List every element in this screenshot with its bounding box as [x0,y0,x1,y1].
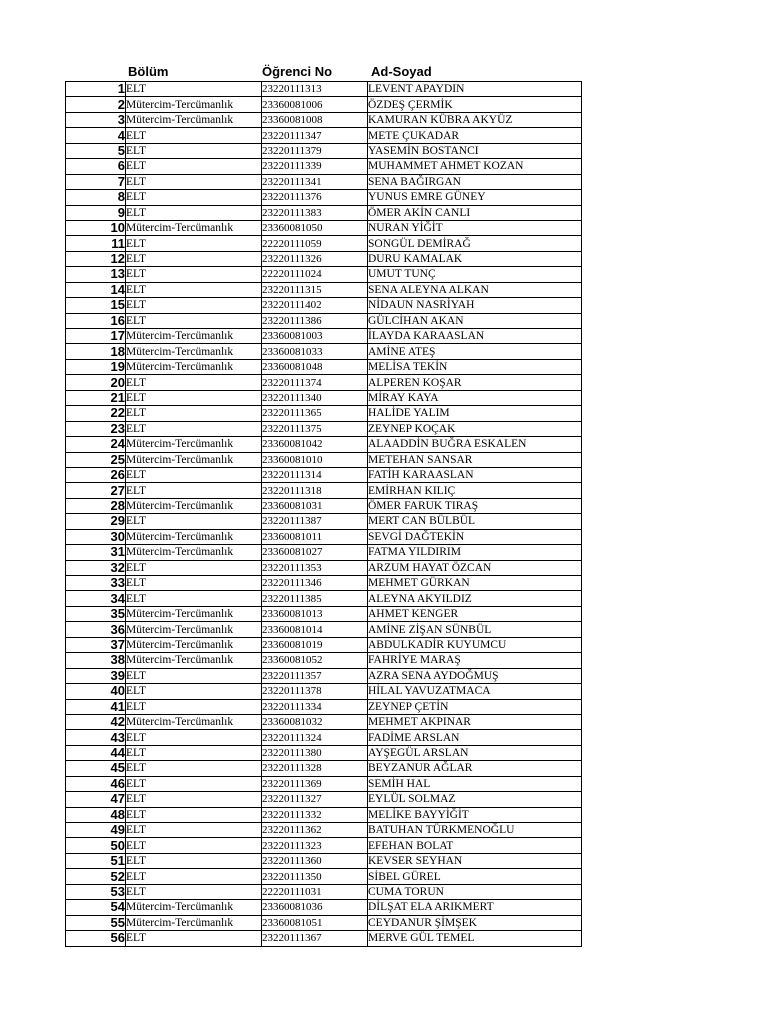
department-cell: ELT [126,869,262,884]
student-number-cell: 23220111347 [262,128,368,143]
student-number-cell: 23360081013 [262,606,368,621]
row-number: 39 [66,668,126,683]
student-name-cell: MİRAY KAYA [368,390,582,405]
student-number-cell: 23360081003 [262,329,368,344]
row-number: 4 [66,128,126,143]
student-number-cell: 23220111328 [262,761,368,776]
student-name-cell: MEHMET GÜRKAN [368,576,582,591]
department-cell: Mütercim-Tercümanlık [126,498,262,513]
student-name-cell: FATMA YILDIRIM [368,545,582,560]
table-row [66,483,582,498]
student-name-cell: AMİNE ZİŞAN SÜNBÜL [368,622,582,637]
row-number: 35 [66,606,126,621]
table-row [66,82,582,97]
student-number-cell: 23220111376 [262,190,368,205]
table-row [66,606,582,621]
department-cell: ELT [126,159,262,174]
student-number-cell: 23220111385 [262,591,368,606]
student-name-cell: AZRA SENA AYDOĞMUŞ [368,668,582,683]
row-number: 1 [66,82,126,97]
department-cell: Mütercim-Tercümanlık [126,437,262,452]
department-cell: Mütercim-Tercümanlık [126,545,262,560]
table-row [66,251,582,266]
student-number-cell: 23220111367 [262,931,368,946]
student-number-cell: 23220111365 [262,406,368,421]
table-row [66,344,582,359]
row-number: 46 [66,776,126,791]
row-number: 49 [66,823,126,838]
student-name-cell: SENA ALEYNA ALKAN [368,282,582,297]
student-number-cell: 23360081008 [262,112,368,127]
table-row [66,313,582,328]
department-cell: ELT [126,174,262,189]
table-row [66,823,582,838]
student-name-cell: BEYZANUR AĞLAR [368,761,582,776]
table-row [66,97,582,112]
student-number-cell: 22220111024 [262,267,368,282]
table-row [66,159,582,174]
table-row [66,174,582,189]
student-number-cell: 23360081048 [262,359,368,374]
department-cell: ELT [126,853,262,868]
student-number-cell: 23220111327 [262,792,368,807]
department-cell: ELT [126,236,262,251]
row-number: 7 [66,174,126,189]
row-number: 17 [66,329,126,344]
department-cell: ELT [126,560,262,575]
department-cell: ELT [126,730,262,745]
student-number-cell: 23360081031 [262,498,368,513]
student-name-cell: NİDAUN NASRİYAH [368,298,582,313]
row-number: 19 [66,359,126,374]
table-row [66,112,582,127]
student-number-cell: 23220111350 [262,869,368,884]
student-name-cell: CEYDANUR ŞİMŞEK [368,915,582,930]
table-row [66,591,582,606]
row-number: 9 [66,205,126,220]
student-number-cell: 23220111315 [262,282,368,297]
student-name-cell: ALAADDİN BUĞRA ESKALEN [368,437,582,452]
student-name-cell: MELİSA TEKİN [368,359,582,374]
table-row [66,668,582,683]
student-name-cell: AYŞEGÜL ARSLAN [368,745,582,760]
table-row [66,730,582,745]
row-number: 16 [66,313,126,328]
department-cell: ELT [126,823,262,838]
row-number: 42 [66,714,126,729]
table-row [66,359,582,374]
row-number: 5 [66,143,126,158]
student-number-cell: 23220111346 [262,576,368,591]
department-cell: ELT [126,421,262,436]
department-cell: ELT [126,251,262,266]
department-cell: ELT [126,82,262,97]
department-cell: Mütercim-Tercümanlık [126,359,262,374]
department-cell: Mütercim-Tercümanlık [126,529,262,544]
department-cell: ELT [126,313,262,328]
row-number: 36 [66,622,126,637]
row-number: 25 [66,452,126,467]
row-number: 53 [66,884,126,899]
department-cell: ELT [126,776,262,791]
row-number: 56 [66,931,126,946]
student-name-cell: ABDULKADİR KUYUMCU [368,637,582,652]
table-row [66,236,582,251]
row-number: 21 [66,390,126,405]
row-number: 12 [66,251,126,266]
department-cell: ELT [126,668,262,683]
student-name-cell: AHMET KENGER [368,606,582,621]
table-row [66,329,582,344]
student-name-cell: METEHAN SANSAR [368,452,582,467]
student-name-cell: MERVE GÜL TEMEL [368,931,582,946]
student-number-cell: 23220111340 [262,390,368,405]
department-cell: ELT [126,931,262,946]
student-number-cell: 23220111353 [262,560,368,575]
student-name-cell: ZEYNEP KOÇAK [368,421,582,436]
table-row [66,267,582,282]
department-cell: ELT [126,467,262,482]
student-number-cell: 23360081019 [262,637,368,652]
department-cell: Mütercim-Tercümanlık [126,653,262,668]
student-name-cell: EYLÜL SOLMAZ [368,792,582,807]
row-number: 37 [66,637,126,652]
table-row [66,838,582,853]
department-cell: ELT [126,282,262,297]
table-row [66,421,582,436]
department-cell: ELT [126,406,262,421]
row-number: 50 [66,838,126,853]
row-number: 54 [66,900,126,915]
table-row [66,714,582,729]
student-name-cell: DİLŞAT ELA ARIKMERT [368,900,582,915]
student-number-cell: 23360081032 [262,714,368,729]
student-number-cell: 23220111380 [262,745,368,760]
table-row [66,684,582,699]
department-cell: ELT [126,375,262,390]
department-cell: ELT [126,591,262,606]
student-number-cell: 23220111374 [262,375,368,390]
department-cell: Mütercim-Tercümanlık [126,220,262,235]
table-row [66,807,582,822]
table-row [66,900,582,915]
row-number: 40 [66,684,126,699]
column-headers [0,64,768,82]
department-cell: ELT [126,190,262,205]
student-name-cell: KAMURAN KÜBRA AKYÜZ [368,112,582,127]
department-cell: ELT [126,143,262,158]
department-cell: ELT [126,205,262,220]
student-name-cell: SONGÜL DEMİRAĞ [368,236,582,251]
row-number: 11 [66,236,126,251]
row-number: 52 [66,869,126,884]
student-name-cell: SEVGİ DAĞTEKİN [368,529,582,544]
student-number-cell: 23220111378 [262,684,368,699]
student-name-cell: SENA BAĞIRGAN [368,174,582,189]
table-row [66,514,582,529]
table-row [66,406,582,421]
row-number: 24 [66,437,126,452]
table-row [66,282,582,297]
student-number-cell: 23220111369 [262,776,368,791]
student-name-cell: FADİME ARSLAN [368,730,582,745]
table-row [66,699,582,714]
row-number: 22 [66,406,126,421]
student-number-cell: 23360081050 [262,220,368,235]
department-cell: ELT [126,128,262,143]
table-row [66,915,582,930]
table-row [66,745,582,760]
table-row [66,375,582,390]
student-number-cell: 23220111360 [262,853,368,868]
department-cell: ELT [126,514,262,529]
student-number-cell: 23360081033 [262,344,368,359]
table-row [66,452,582,467]
student-number-cell: 23220111314 [262,467,368,482]
student-number-cell: 23360081051 [262,915,368,930]
student-name-cell: DURU KAMALAK [368,251,582,266]
student-number-cell: 23360081042 [262,437,368,452]
row-number: 34 [66,591,126,606]
row-number: 3 [66,112,126,127]
row-number: 55 [66,915,126,930]
department-cell: ELT [126,807,262,822]
table-row [66,437,582,452]
student-name-cell: MERT CAN BÜLBÜL [368,514,582,529]
row-number: 51 [66,853,126,868]
table-row [66,545,582,560]
department-cell: ELT [126,745,262,760]
student-name-cell: ALEYNA AKYILDIZ [368,591,582,606]
row-number: 15 [66,298,126,313]
department-cell: Mütercim-Tercümanlık [126,900,262,915]
header-ad-soyad: Ad-Soyad [371,64,432,79]
student-number-cell: 23360081011 [262,529,368,544]
student-name-cell: EMİRHAN KILIÇ [368,483,582,498]
student-name-cell: NURAN YİĞİT [368,220,582,235]
student-number-cell: 23220111357 [262,668,368,683]
table-row [66,190,582,205]
student-number-cell: 23220111324 [262,730,368,745]
row-number: 2 [66,97,126,112]
student-name-cell: İLAYDA KARAASLAN [368,329,582,344]
student-name-cell: MEHMET AKPINAR [368,714,582,729]
student-name-cell: UMUT TUNÇ [368,267,582,282]
student-number-cell: 23220111334 [262,699,368,714]
student-number-cell: 22220111059 [262,236,368,251]
student-number-cell: 23220111387 [262,514,368,529]
student-table [65,81,582,947]
department-cell: Mütercim-Tercümanlık [126,915,262,930]
row-number: 45 [66,761,126,776]
row-number: 29 [66,514,126,529]
row-number: 23 [66,421,126,436]
department-cell: Mütercim-Tercümanlık [126,637,262,652]
student-number-cell: 23220111332 [262,807,368,822]
row-number: 20 [66,375,126,390]
department-cell: Mütercim-Tercümanlık [126,622,262,637]
student-number-cell: 23360081010 [262,452,368,467]
student-number-cell: 22220111031 [262,884,368,899]
department-cell: Mütercim-Tercümanlık [126,606,262,621]
row-number: 31 [66,545,126,560]
department-cell: Mütercim-Tercümanlık [126,112,262,127]
table-row [66,220,582,235]
student-number-cell: 23220111362 [262,823,368,838]
student-name-cell: ARZUM HAYAT ÖZCAN [368,560,582,575]
student-number-cell: 23220111402 [262,298,368,313]
department-cell: ELT [126,684,262,699]
department-cell: ELT [126,792,262,807]
student-number-cell: 23220111375 [262,421,368,436]
table-row [66,761,582,776]
student-name-cell: MELİKE BAYYİĞİT [368,807,582,822]
student-name-cell: SEMİH HAL [368,776,582,791]
row-number: 38 [66,653,126,668]
student-name-cell: KEVSER SEYHAN [368,853,582,868]
student-number-cell: 23360081014 [262,622,368,637]
row-number: 6 [66,159,126,174]
student-name-cell: GÜLCİHAN AKAN [368,313,582,328]
student-name-cell: ZEYNEP ÇETİN [368,699,582,714]
table-row [66,205,582,220]
student-name-cell: METE ÇUKADAR [368,128,582,143]
student-name-cell: MUHAMMET AHMET KOZAN [368,159,582,174]
department-cell: Mütercim-Tercümanlık [126,452,262,467]
table-row [66,143,582,158]
student-name-cell: YUNUS EMRE GÜNEY [368,190,582,205]
row-number: 27 [66,483,126,498]
table-row [66,853,582,868]
row-number: 32 [66,560,126,575]
row-number: 14 [66,282,126,297]
table-row [66,128,582,143]
row-number: 13 [66,267,126,282]
row-number: 18 [66,344,126,359]
table-row [66,467,582,482]
department-cell: ELT [126,267,262,282]
student-name-cell: ÖMER FARUK TIRAŞ [368,498,582,513]
department-cell: ELT [126,483,262,498]
student-number-cell: 23220111383 [262,205,368,220]
table-row [66,792,582,807]
student-number-cell: 23360081052 [262,653,368,668]
row-number: 30 [66,529,126,544]
student-name-cell: BATUHAN TÜRKMENOĞLU [368,823,582,838]
table-row [66,498,582,513]
department-cell: ELT [126,390,262,405]
student-name-cell: FAHRİYE MARAŞ [368,653,582,668]
row-number: 41 [66,699,126,714]
table-row [66,390,582,405]
row-number: 26 [66,467,126,482]
department-cell: ELT [126,838,262,853]
student-name-cell: ALPEREN KOŞAR [368,375,582,390]
row-number: 28 [66,498,126,513]
table-row [66,776,582,791]
table-row [66,298,582,313]
department-cell: ELT [126,761,262,776]
student-number-cell: 23360081006 [262,97,368,112]
student-number-cell: 23220111341 [262,174,368,189]
table-row [66,931,582,946]
student-name-cell: HALİDE YALIM [368,406,582,421]
student-name-cell: CUMA TORUN [368,884,582,899]
department-cell: Mütercim-Tercümanlık [126,329,262,344]
row-number: 48 [66,807,126,822]
student-name-cell: AMİNE ATEŞ [368,344,582,359]
table-row [66,869,582,884]
student-number-cell: 23220111313 [262,82,368,97]
student-number-cell: 23220111323 [262,838,368,853]
student-number-cell: 23360081027 [262,545,368,560]
row-number: 10 [66,220,126,235]
department-cell: Mütercim-Tercümanlık [126,97,262,112]
table-row [66,529,582,544]
department-cell: Mütercim-Tercümanlık [126,714,262,729]
department-cell: ELT [126,298,262,313]
department-cell: Mütercim-Tercümanlık [126,344,262,359]
row-number: 47 [66,792,126,807]
student-number-cell: 23360081036 [262,900,368,915]
table-row [66,576,582,591]
student-number-cell: 23220111339 [262,159,368,174]
table-row [66,884,582,899]
student-name-cell: ÖZDEŞ ÇERMİK [368,97,582,112]
department-cell: ELT [126,884,262,899]
student-number-cell: 23220111326 [262,251,368,266]
department-cell: ELT [126,699,262,714]
student-name-cell: LEVENT APAYDIN [368,82,582,97]
student-table-body [66,82,582,947]
header-bolum: Bölüm [128,64,169,79]
student-number-cell: 23220111318 [262,483,368,498]
student-name-cell: EFEHAN BOLAT [368,838,582,853]
row-number: 44 [66,745,126,760]
row-number: 8 [66,190,126,205]
student-name-cell: ÖMER AKİN CANLI [368,205,582,220]
student-number-cell: 23220111379 [262,143,368,158]
table-row [66,653,582,668]
row-number: 33 [66,576,126,591]
student-name-cell: YASEMİN BOSTANCI [368,143,582,158]
student-number-cell: 23220111386 [262,313,368,328]
row-number: 43 [66,730,126,745]
student-name-cell: HİLAL YAVUZATMACA [368,684,582,699]
header-ogrenci-no: Öğrenci No [262,64,333,79]
table-row [66,637,582,652]
student-name-cell: SİBEL GÜREL [368,869,582,884]
student-name-cell: FATİH KARAASLAN [368,467,582,482]
department-cell: ELT [126,576,262,591]
table-row [66,560,582,575]
table-row [66,622,582,637]
